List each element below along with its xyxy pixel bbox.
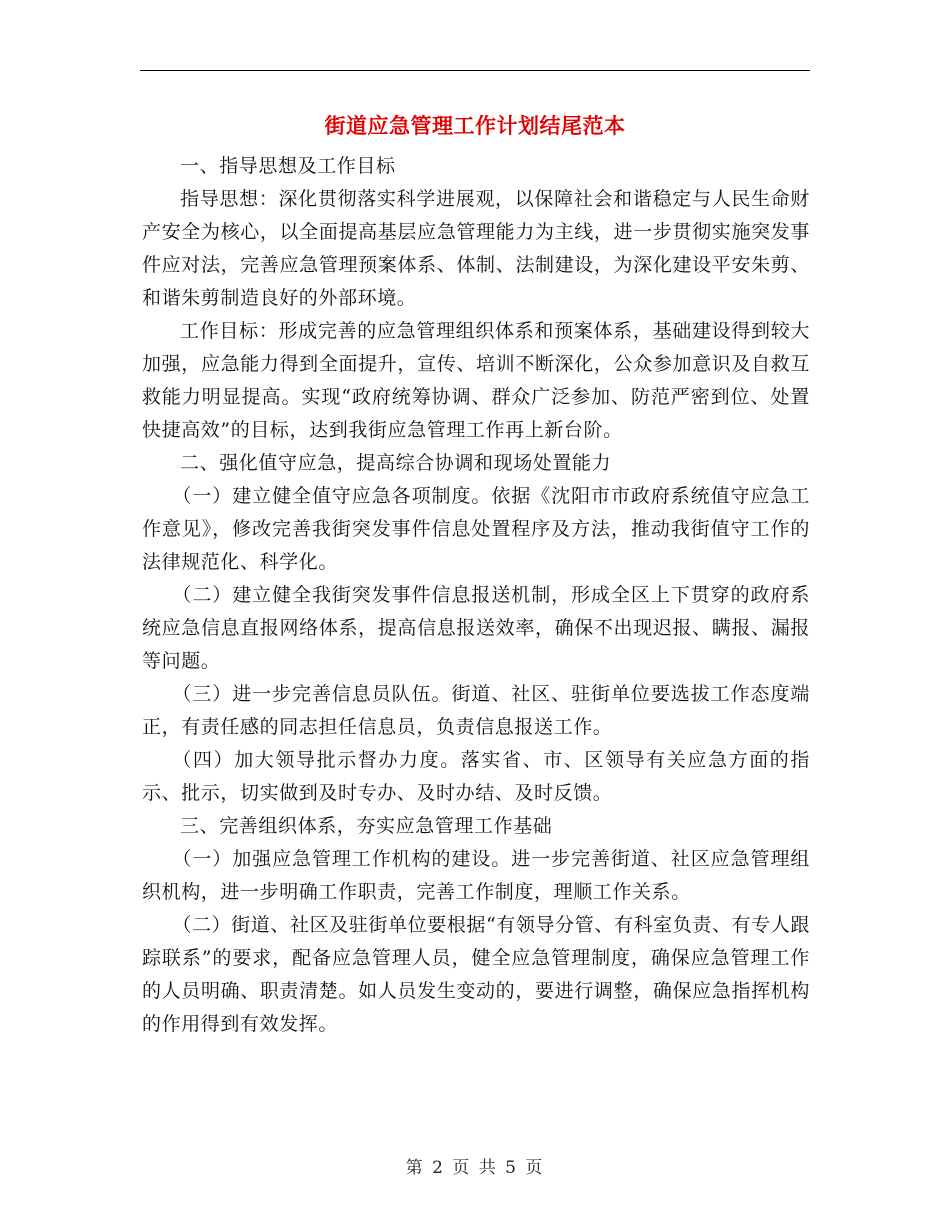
paragraph-3-1: （一）加强应急管理工作机构的建设。进一步完善街道、社区应急管理组织机构，进一步明确工作职责，完善工作制度，理顺工作关系。 [142,848,810,903]
paragraph-2-4: （四）加大领导批示督办力度。落实省、市、区领导有关应急方面的指示、批示，切实做到及时专办、及时办结、及时反馈。 [142,749,810,804]
header-rule [140,70,810,71]
page-number-footer: 第 2 页 共 5 页 [405,1158,545,1178]
paragraph-guiding-thought: 指导思想：深化贯彻落实科学进展观，以保障社会和谐稳定与人民生命财产安全为核心，以全面提高基层应急管理能力为主线，进一步贯彻实施突发事件应对法，完善应急管理预案体系、体制、法制建设，为深化建设平安朱剪、和谐朱剪制造良好的外部环境。 [142,188,810,309]
paragraph-3-2: （二）街道、社区及驻街单位要根据“有领导分管、有科室负责、有专人跟踪联系”的要求，配备应急管理人员，健全应急管理制度，确保应急管理工作的人员明确、职责清楚。如人员发生变动的，要进行调整，确保应急指挥机构的作用得到有效发挥。 [142,914,810,1035]
paragraph-2-3: （三）进一步完善信息员队伍。街道、社区、驻街单位要选拔工作态度端正，有责任感的同志担任信息员，负责信息报送工作。 [142,683,810,738]
paragraph-2-2: （二）建立健全我街突发事件信息报送机制，形成全区上下贯穿的政府系统应急信息直报网络体系，提高信息报送效率，确保不出现迟报、瞒报、漏报等问题。 [142,584,810,672]
section-heading-1: 一、指导思想及工作目标 [180,155,396,177]
paragraph-work-goal: 工作目标：形成完善的应急管理组织体系和预案体系，基础建设得到较大加强，应急能力得到全面提升，宣传、培训不断深化，公众参加意识及自救互救能力明显提高。实现“政府统筹协调、群众广泛参加、防范严密到位、处置快捷高效”的目标，达到我街应急管理工作再上新台阶。 [142,320,810,441]
paragraph-2-1: （一）建立健全值守应急各项制度。依据《沈阳市市政府系统值守应急工作意见》，修改完善我街突发事件信息处置程序及方法，推动我街值守工作的法律规范化、科学化。 [142,485,810,573]
document-body [142,150,810,1041]
section-heading-2: 二、强化值守应急，提高综合协调和现场处置能力 [180,452,612,474]
section-heading-3: 三、完善组织体系，夯实应急管理工作基础 [180,815,553,837]
document-title: 街道应急管理工作计划结尾范本 [324,114,626,138]
